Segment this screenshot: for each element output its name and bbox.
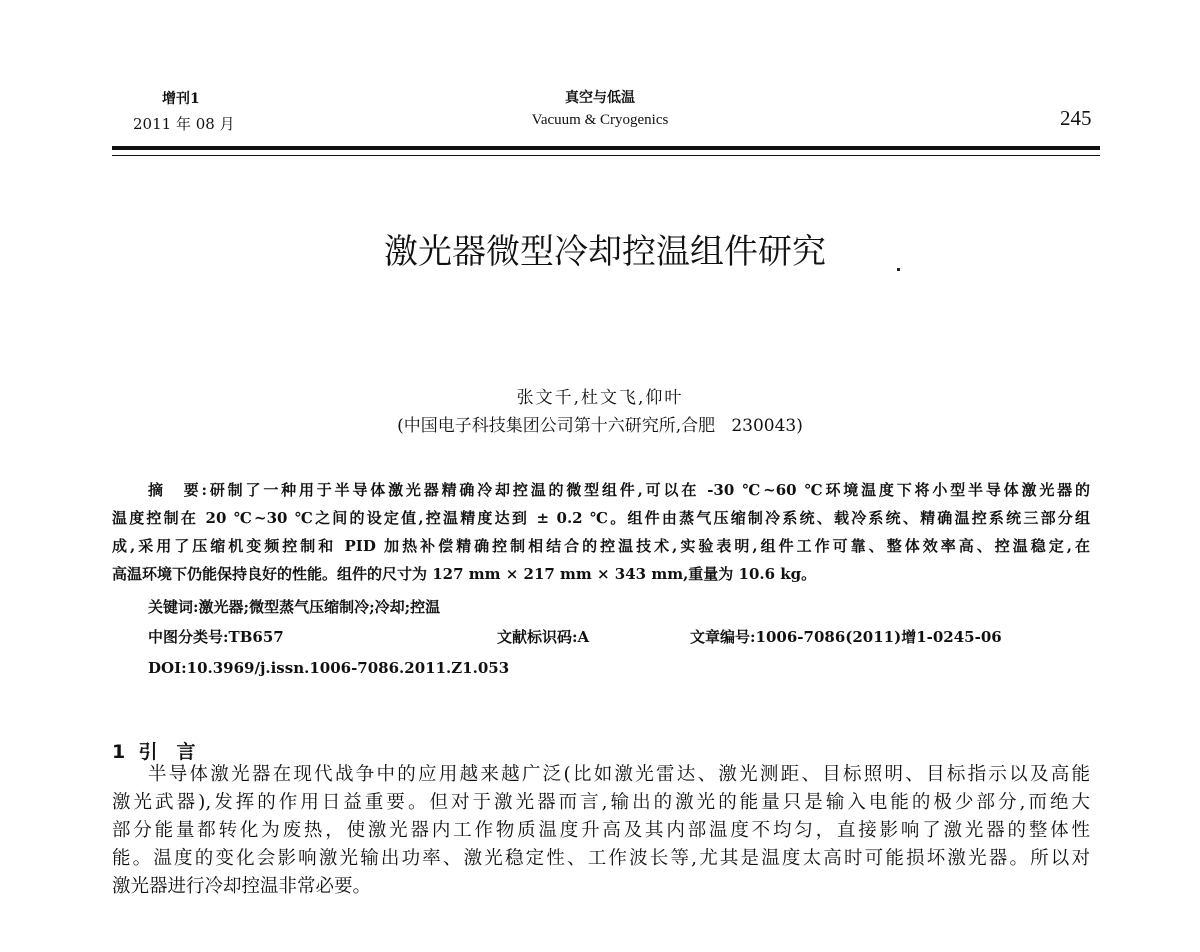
paper-title: 激光器微型冷却控温组件研究 xyxy=(384,232,826,272)
document-code: 文献标识码:A xyxy=(497,628,590,646)
body-line: 激光武器),发挥的作用日益重要。但对于激光器而言,输出的激光的能量只是输入电能的极少部分,而绝大 xyxy=(112,792,1090,813)
abstract-line: 成,采用了压缩机变频控制和 PID 加热补偿精确控制相结合的控温技术,实验表明,组件工作可靠、整体效率高、控温稳定,在 xyxy=(112,537,1090,555)
scan-speck xyxy=(897,268,900,271)
header-rule-thin xyxy=(112,155,1100,156)
abstract-line: 摘 要:研制了一种用于半导体激光器精确冷却控温的微型组件,可以在 -30 ℃~60 ℃环境温度下将小型半导体激光器的 xyxy=(148,481,1090,499)
doi: DOI:10.3969/j.issn.1006-7086.2011.Z1.053 xyxy=(148,659,510,677)
body-line: 部分能量都转化为废热，使激光器内工作物质温度升高及其内部温度不均匀，直接影响了激光器的整体性 xyxy=(112,820,1090,841)
journal-name-en: Vacuum & Cryogenics xyxy=(531,112,669,128)
body-line: 能。温度的变化会影响激光输出功率、激光稳定性、工作波长等,尤其是温度太高时可能损坏激光器。所以对 xyxy=(112,848,1090,869)
abstract-line: 温度控制在 20 ℃~30 ℃之间的设定值,控温精度达到 ± 0.2 ℃。组件由蒸气压缩制冷系统、载冷系统、精确温控系统三部分组 xyxy=(112,509,1090,527)
classification-number: 中图分类号:TB657 xyxy=(148,628,284,646)
journal-name-cn: 真空与低温 xyxy=(565,90,635,106)
page-number: 245 xyxy=(1060,106,1092,130)
article-number: 文章编号:1006-7086(2011)增1-0245-06 xyxy=(690,628,1002,646)
affiliation: (中国电子科技集团公司第十六研究所,合肥 230043) xyxy=(397,416,803,436)
issue-date: 2011 年 08 月 xyxy=(133,115,235,133)
authors: 张文千,杜文飞,仰叶 xyxy=(516,388,684,408)
header-rule-thick xyxy=(112,146,1100,150)
abstract-label: 摘 要: xyxy=(148,481,208,499)
keywords: 关键词:激光器;微型蒸气压缩制冷;冷却;控温 xyxy=(148,598,441,616)
abstract-line: 高温环境下仍能保持良好的性能。组件的尺寸为 127 mm × 217 mm × 343 mm,重量为 10.6 kg。 xyxy=(112,565,817,583)
body-line: 半导体激光器在现代战争中的应用越来越广泛(比如激光雷达、激光测距、目标照明、目标指示以及高能 xyxy=(148,764,1090,785)
issue-label: 增刊1 xyxy=(162,91,200,107)
body-line: 激光器进行冷却控温非常必要。 xyxy=(112,876,372,897)
section-heading: 1 引 言 xyxy=(112,741,196,763)
